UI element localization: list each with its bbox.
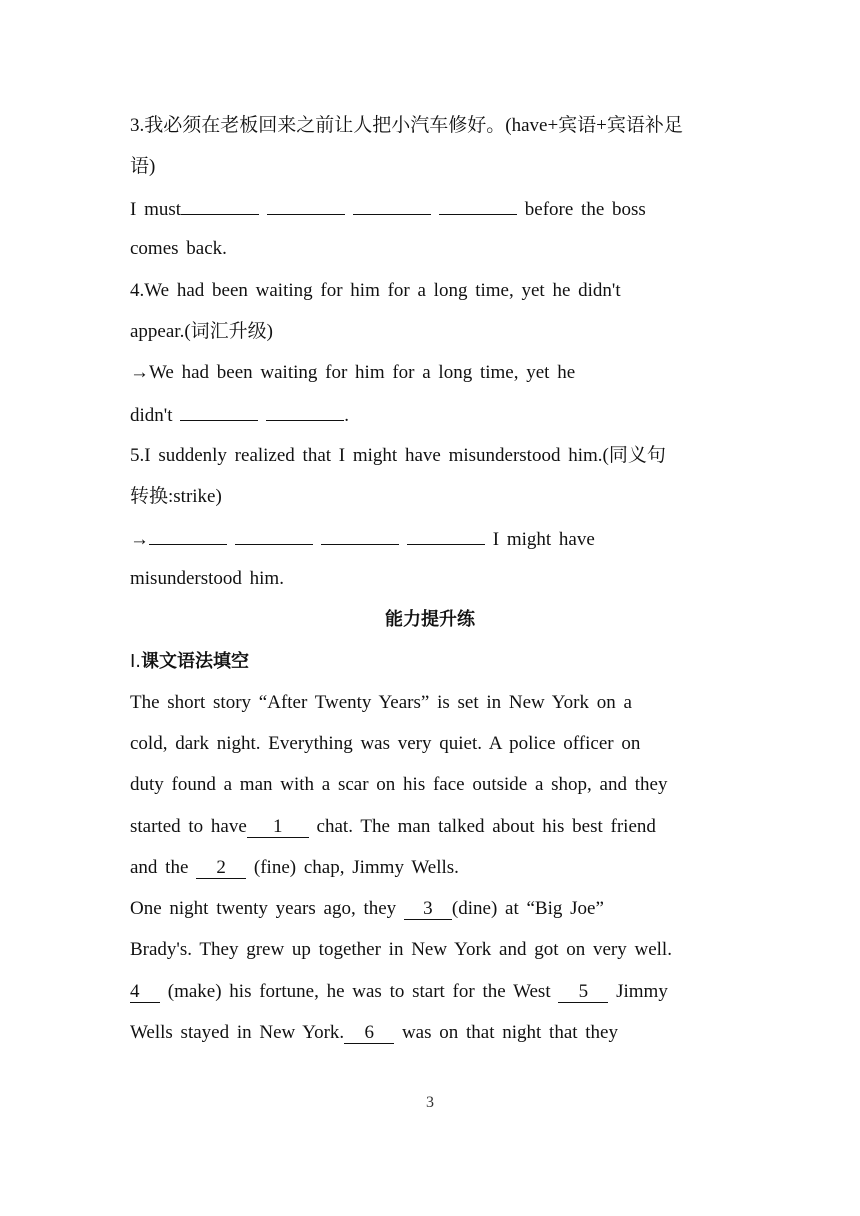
answer-blank[interactable] [439,196,517,215]
blank-1[interactable]: 1 [247,817,309,838]
text: started to have [130,816,247,837]
answer-blank[interactable] [181,196,259,215]
passage-line: cold, dark night. Everything was very quiet. A police officer on [130,733,641,754]
passage-line [130,897,604,921]
passage-line: duty found a man with a scar on his face outside a shop, and they [130,774,668,795]
question-3-sentence [130,196,646,222]
blank-2[interactable]: 2 [196,858,246,879]
question-4-line-1: 4.We had been waiting for him for a long time, yet he didn't [130,280,621,301]
question-3-line-2: 语) [130,156,156,177]
text: was on that night that they [401,1022,618,1043]
question-4-line-3: →We had been waiting for him for a long time, yet he [130,362,576,383]
blank-3[interactable]: 3 [404,899,452,920]
text: (dine) at “Big Joe” [451,898,604,919]
text: (fine) chap, Jimmy Wells. [253,857,459,878]
text: chat. The man talked about his best friend [316,816,656,837]
text: Wells stayed in New York. [130,1022,345,1043]
subtitle-text: 课文语法填空 [141,651,250,672]
passage-line [130,980,668,1004]
text: One night twenty years ago, they [130,898,397,919]
section-subtitle [130,650,249,674]
question-5-line-2: 转换:strike) [130,486,222,507]
answer-blank[interactable] [321,526,399,545]
roman-numeral: Ⅰ. [130,651,142,672]
blank-4[interactable]: 4 [130,982,160,1003]
answer-blank[interactable] [353,196,431,215]
sentence-end: I might have [492,529,595,550]
answer-blank[interactable] [180,402,258,421]
answer-blank[interactable] [407,526,485,545]
question-3-line-4: comes back. [130,238,227,259]
text: Jimmy [616,981,668,1002]
answer-blank[interactable] [149,526,227,545]
answer-blank[interactable] [266,402,344,421]
passage-line: The short story “After Twenty Years” is set in New York on a [130,692,632,713]
passage-line [130,856,459,880]
passage-line [130,815,656,839]
section-title: 能力提升练 [385,609,475,630]
answer-blank[interactable] [267,196,345,215]
question-5-line-3 [130,526,595,552]
sentence-start: I must [130,199,182,220]
passage-line: Brady's. They grew up together in New York and got on very well. [130,939,672,960]
text: and the [130,857,189,878]
sentence-start: didn't [130,405,173,426]
question-5-line-1: 5.I suddenly realized that I might have misunderstood him.(同义句 [130,445,666,466]
question-3-line-1: 3.我必须在老板回来之前让人把小汽车修好。(have+宾语+宾语补足 [130,115,683,136]
blank-6[interactable]: 6 [344,1023,394,1044]
text: (make) his fortune, he was to start for the West [167,981,551,1002]
passage-line [130,1021,618,1045]
question-5-line-4: misunderstood him. [130,568,284,589]
period: . [344,405,349,426]
page-number: 3 [426,1094,434,1111]
answer-blank[interactable] [235,526,313,545]
sentence-end: before the boss [524,199,646,220]
question-4-line-4 [130,402,349,428]
arrow: → [130,529,149,550]
question-4-line-2: appear.(词汇升级) [130,321,273,342]
blank-5[interactable]: 5 [558,982,608,1003]
